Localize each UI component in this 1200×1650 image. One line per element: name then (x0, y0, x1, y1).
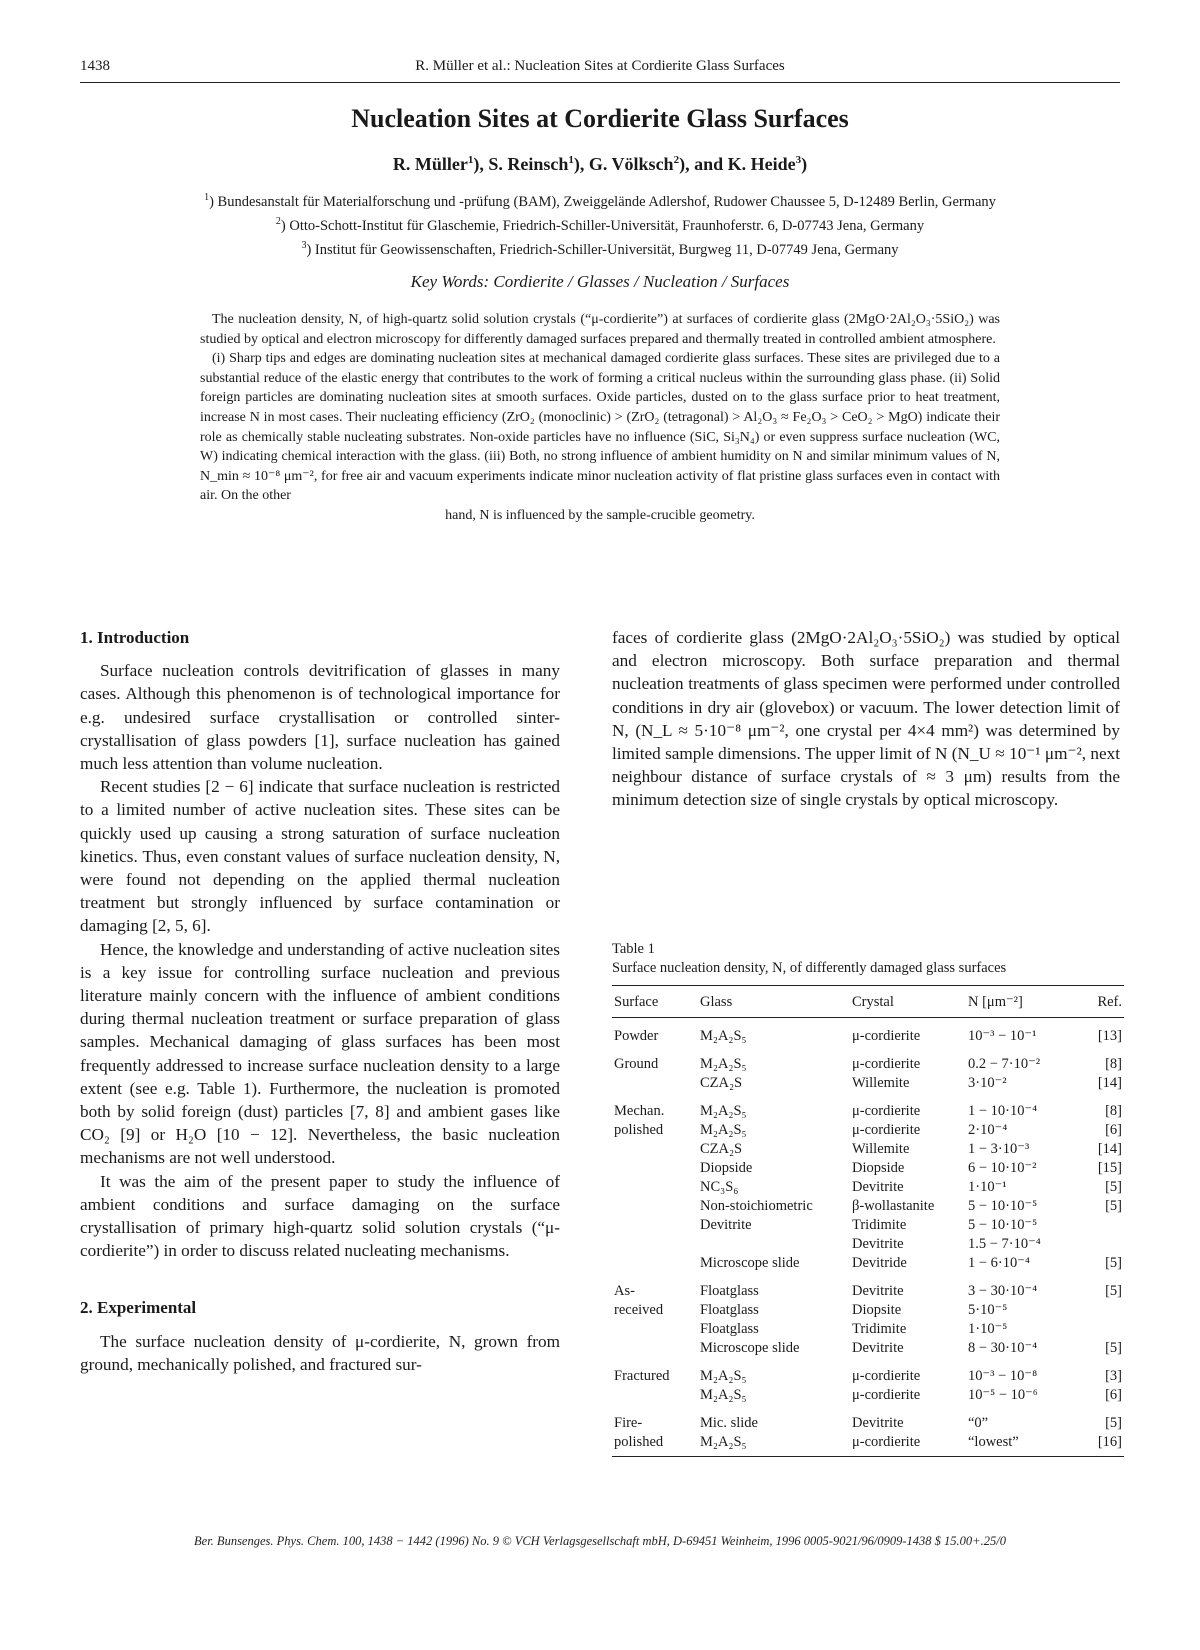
cell-ref (1088, 1235, 1124, 1254)
cell-crystal: Willemite (852, 1141, 910, 1157)
cell-crystal: Tridimite (852, 1217, 907, 1233)
table-row (612, 1235, 1124, 1254)
cell-crystal: Diopsite (852, 1302, 902, 1318)
author-2: S. Reinsch$^1$), (488, 154, 589, 174)
keywords: Key Words: Cordierite / Glasses / Nucleation / Surfaces (410, 272, 790, 291)
cell-surface: Powder (614, 1028, 659, 1044)
cell-surface (612, 1339, 698, 1358)
cell-surface (612, 1216, 698, 1235)
cell-glass: M₂A₂S₅ (700, 1122, 747, 1138)
table-row (612, 1121, 1124, 1140)
right-column (612, 626, 1120, 812)
cell-ref (1088, 1320, 1124, 1339)
cell-n: 0.2 − 7·10⁻² (968, 1056, 1041, 1072)
cell-ref: [5] (1105, 1283, 1122, 1299)
cell-crystal: μ-cordierite (852, 1368, 921, 1384)
cell-surface (612, 1197, 698, 1216)
cell-surface (612, 1386, 698, 1405)
cell-ref: [5] (1105, 1340, 1122, 1356)
cell-crystal: μ-cordierite (852, 1387, 921, 1403)
cell-glass: Microscope slide (700, 1340, 800, 1356)
running-title: R. Müller et al.: Nucleation Sites at Cordierite Glass Surfaces (415, 58, 785, 74)
table-row (612, 1273, 1124, 1301)
cell-crystal: Devitrite (852, 1236, 904, 1252)
intro-paragraph-2: Recent studies [2 − 6] indicate that surface nucleation is restricted to a limited number of active nucleation sites. These sites can be quickly used up causing a strong saturation of surface nucleation kinetics. Thus, even constant values of surface nucleation density, N, were found not depending on the applied thermal nucleation treatment but strongly influenced by surface contamination or damaging [2, 5, 6]. (80, 777, 560, 936)
cell-crystal: μ-cordierite (850, 1433, 966, 1457)
cell-glass (698, 1235, 850, 1254)
cell-ref: [6] (1105, 1387, 1122, 1403)
cell-surface: received (614, 1302, 664, 1318)
table-row (612, 1093, 1124, 1121)
page-footer: Ber. Bunsenges. Phys. Chem. 100, 1438 − 1442 (1996) No. 9 © VCH Verlagsgesellschaft mbH, D-69451 Weinheim, 1996 0005-9021/96/0909-1438 $ 15.00+.25/0 (194, 1534, 1006, 1548)
cell-crystal: Devitrite (852, 1415, 904, 1431)
table-row (612, 1140, 1124, 1159)
cell-crystal: Devitride (852, 1255, 907, 1271)
table-row (612, 1074, 1124, 1093)
cell-crystal: Tridimite (852, 1321, 907, 1337)
intro-paragraph-1: Surface nucleation controls devitrification of glasses in many cases. Although this phenomenon is of technological importance for e.g. undesired surface crystallisation or controlled sinter-crystallisation of glass powders [1], surface nucleation has gained much less attention than volume nucleation. (80, 661, 560, 774)
cell-n: 1.5 − 7·10⁻⁴ (968, 1236, 1041, 1252)
section-heading-introduction: 1. Introduction (80, 628, 190, 647)
cell-n: 10⁻³ − 10⁻⁸ (968, 1368, 1038, 1384)
cell-surface: Ground (614, 1056, 659, 1072)
col-header-ref: Ref. (1088, 986, 1124, 1018)
cell-crystal: Devitrite (852, 1179, 904, 1195)
cell-crystal: β-wollastanite (852, 1198, 935, 1214)
col-header-glass: Glass (698, 986, 850, 1018)
cell-ref: [14] (1097, 1141, 1122, 1157)
cell-ref: [3] (1105, 1368, 1122, 1384)
table-row (612, 1159, 1124, 1178)
cell-ref: [14] (1097, 1075, 1122, 1091)
intro-paragraph-3: Hence, the knowledge and understanding of active nucleation sites is a key issue for controlling surface nucleation and previous literature mainly concern with the influence of ambient conditions during thermal nucleation treatment or surface preparation of glass samples. Mechanical damaging of glass surfaces has been most frequently addressed to increase surface nucleation density to a large extent (see e.g. Table 1). Furthermore, the nucleation is promoted both by solid foreign (dust) particles [7, 8] and ambient gases like CO₂ [9] or H₂O [10 − 12]. Nevertheless, the basic nucleation mechanisms are not well understood. (80, 939, 560, 1168)
cell-n: 10⁻³ − 10⁻¹ (968, 1028, 1037, 1044)
table-row (612, 1301, 1124, 1320)
affiliations (80, 188, 1120, 259)
table-row (612, 1018, 1124, 1047)
col-header-n: N [μm⁻²] (966, 986, 1088, 1018)
cell-surface (612, 1074, 698, 1093)
page-number: 1438 (80, 58, 110, 74)
cell-glass: Floatglass (700, 1321, 759, 1337)
cell-surface: polished (612, 1433, 698, 1457)
cell-glass: NC₃S₆ (700, 1179, 739, 1195)
cell-glass: M₂A₂S₅ (700, 1056, 747, 1072)
cell-crystal: Diopside (852, 1160, 905, 1176)
abstract-paragraph-2: (i) Sharp tips and edges are dominating nucleation sites at mechanical damaged cordierite glass surfaces. These sites are privileged due to a substantial reduce of the elastic energy that contributes to the work of forming a critical nucleus within the surrounding glass phase. (ii) Solid foreign particles are dominating nucleation sites at smooth surfaces. Oxide particles, dusted on to the glass surface prior to heat treatment, increase N in most cases. Their nucleating efficiency (ZrO₂ (monoclinic) > (ZrO₂ (tetragonal) > Al₂O₃ ≈ Fe₂O₃ > CeO₂ > MgO) indicate their role as chemically stable nucleating substrates. Non-oxide particles have no influence (SiC, Si₃N₄) or even suppress surface nucleation (WC, W) indicating chemical interaction with the glass. (iii) Both, no strong influence of ambient humidity on N and similar minimum values of N, N_min ≈ 10⁻⁸ μm⁻², for free air and vacuum experiments indicate minor nucleation activity of flat pristine glass surfaces even in contact with air. On the other (200, 351, 1000, 504)
cell-n: “0” (968, 1415, 989, 1431)
experimental-paragraph-1-continued: faces of cordierite glass (2MgO·2Al₂O₃·5SiO₂) was studied by optical and electron microscopy. Both surface preparation and thermal nucleation treatments of glass specimen were performed under controlled conditions in dry air (glovebox) or vacuum. The lower detection limit of N, (N_L ≈ 5·10⁻⁸ μm⁻², one crystal per 4×4 mm²) was determined by limited sample dimensions. The upper limit of N (N_U ≈ 10⁻¹ μm⁻², next neighbour distance of surface crystals of ≈ 3 μm) results from the minimum detection size of single crystals by optical microscopy. (612, 628, 1120, 810)
table-row (612, 1197, 1124, 1216)
cell-glass: M₂A₂S₅ (700, 1387, 747, 1403)
cell-surface (612, 1320, 698, 1339)
cell-n: 1 − 10·10⁻⁴ (968, 1103, 1038, 1119)
author-4: K. Heide$^3$) (727, 154, 808, 174)
table-caption-text: Surface nucleation density, N, of differently damaged glass surfaces (612, 960, 1007, 976)
affiliation-1: $^1$) Bundesanstalt für Materialforschung und -prüfung (BAM), Zweiggelände Adlershof, Rudower Chaussee 5, D-12489 Berlin, Germany (204, 192, 996, 210)
cell-n: 3 − 30·10⁻⁴ (968, 1283, 1038, 1299)
table-header-row (612, 986, 1124, 1018)
cell-glass: Mic. slide (700, 1415, 758, 1431)
cell-ref: [5] (1105, 1198, 1122, 1214)
cell-crystal: Willemite (852, 1075, 910, 1091)
cell-glass: Non-stoichiometric (700, 1198, 813, 1214)
table-caption (612, 940, 1132, 978)
table-row (612, 1358, 1124, 1386)
cell-crystal: μ-cordierite (852, 1028, 921, 1044)
table-row (612, 1386, 1124, 1405)
abstract-paragraph-1: The nucleation density, N, of high-quartz solid solution crystals (“μ-cordierite”) at surfaces of cordierite glass (2MgO·2Al₂O₃·5SiO₂) was studied by optical and electron microscopy for differently damaged surfaces prepared and thermally treated in controlled ambient atmosphere. (200, 312, 1000, 347)
abstract (200, 310, 1000, 526)
cell-n: 5·10⁻⁵ (968, 1302, 1008, 1318)
cell-glass: Devitrite (700, 1217, 752, 1233)
table-row (612, 1320, 1124, 1339)
cell-surface: As- (614, 1283, 635, 1299)
cell-surface (612, 1159, 698, 1178)
cell-n: “lowest” (966, 1433, 1088, 1457)
cell-n: 1 − 3·10⁻³ (968, 1141, 1030, 1157)
cell-surface: Fractured (614, 1368, 670, 1384)
cell-glass: Microscope slide (700, 1255, 800, 1271)
paper-title: Nucleation Sites at Cordierite Glass Surfaces (351, 104, 849, 133)
table-row (612, 1178, 1124, 1197)
cell-n: 5 − 10·10⁻⁵ (968, 1217, 1038, 1233)
section-heading-experimental: 2. Experimental (80, 1298, 197, 1318)
table-row (612, 1433, 1124, 1457)
table-label: Table 1 (612, 941, 655, 957)
cell-glass: M₂A₂S₅ (700, 1368, 747, 1384)
table-row (612, 1216, 1124, 1235)
cell-crystal: μ-cordierite (852, 1103, 921, 1119)
cell-glass: M₂A₂S₅ (698, 1433, 850, 1457)
cell-crystal: Devitrite (852, 1340, 904, 1356)
experimental-paragraph-1: The surface nucleation density of μ-cordierite, N, grown from ground, mechanically polished, and fractured sur- (80, 1331, 560, 1374)
cell-surface: Fire- (614, 1415, 643, 1431)
cell-n: 6 − 10·10⁻² (968, 1160, 1037, 1176)
cell-ref: [5] (1105, 1179, 1122, 1195)
running-header (80, 56, 1120, 83)
cell-ref: [5] (1105, 1415, 1122, 1431)
table-row (612, 1405, 1124, 1433)
cell-ref: [15] (1097, 1160, 1122, 1176)
affiliation-3: $^3$) Institut für Geowissenschaften, Friedrich-Schiller-Universität, Burgweg 11, D-07749 Jena, Germany (301, 239, 899, 258)
cell-glass: M₂A₂S₅ (700, 1103, 747, 1119)
cell-surface (612, 1235, 698, 1254)
cell-surface: polished (614, 1122, 664, 1138)
author-list (80, 154, 1120, 175)
table-row (612, 1339, 1124, 1358)
cell-ref: [8] (1105, 1056, 1122, 1072)
author-3: G. Völksch$^2$), and (588, 154, 728, 174)
cell-glass: Floatglass (700, 1283, 759, 1299)
cell-crystal: μ-cordierite (852, 1122, 921, 1138)
intro-paragraph-4: It was the aim of the present paper to study the influence of ambient conditions and surface damaging on the surface crystallisation of primary high-quartz solid solution crystals (“μ-cordierite”) in order to discuss related nucleating mechanisms. (80, 1171, 560, 1261)
cell-ref (1088, 1216, 1124, 1235)
author-1: R. Müller$^1$), (392, 154, 489, 174)
abstract-paragraph-3: hand, N is influenced by the sample-crucible geometry. (445, 507, 755, 523)
cell-n: 2·10⁻⁴ (968, 1122, 1008, 1138)
affiliation-2: $^2$) Otto-Schott-Institut für Glaschemie, Friedrich-Schiller-Universität, Fraunhoferstr. 6, D-07743 Jena, Germany (275, 215, 925, 234)
cell-surface: Mechan. (614, 1103, 665, 1119)
cell-crystal: μ-cordierite (852, 1056, 921, 1072)
cell-crystal: Devitrite (852, 1283, 904, 1299)
col-header-surface: Surface (612, 986, 698, 1018)
cell-n: 8 − 30·10⁻⁴ (968, 1340, 1038, 1356)
cell-n: 1·10⁻⁵ (968, 1321, 1008, 1337)
cell-surface (612, 1140, 698, 1159)
cell-glass: Diopside (700, 1160, 753, 1176)
cell-n: 1 − 6·10⁻⁴ (968, 1255, 1030, 1271)
cell-ref (1088, 1301, 1124, 1320)
col-header-crystal: Crystal (850, 986, 966, 1018)
cell-surface (612, 1254, 698, 1273)
cell-ref: [16] (1088, 1433, 1124, 1457)
cell-glass: Floatglass (700, 1302, 759, 1318)
table-row (612, 1046, 1124, 1074)
cell-glass: CZA₂S (700, 1141, 743, 1157)
cell-n: 5 − 10·10⁻⁵ (968, 1198, 1038, 1214)
cell-ref: [6] (1105, 1122, 1122, 1138)
nucleation-table (612, 985, 1124, 1457)
cell-surface (612, 1178, 698, 1197)
table-row (612, 1254, 1124, 1273)
cell-n: 1·10⁻¹ (968, 1179, 1007, 1195)
cell-ref: [13] (1097, 1028, 1122, 1044)
cell-ref: [5] (1105, 1255, 1122, 1271)
left-column (80, 626, 560, 1376)
cell-n: 10⁻⁵ − 10⁻⁶ (968, 1387, 1038, 1403)
cell-n: 3·10⁻² (968, 1075, 1007, 1091)
cell-ref: [8] (1105, 1103, 1122, 1119)
cell-glass: CZA₂S (700, 1075, 743, 1091)
cell-glass: M₂A₂S₅ (700, 1028, 747, 1044)
